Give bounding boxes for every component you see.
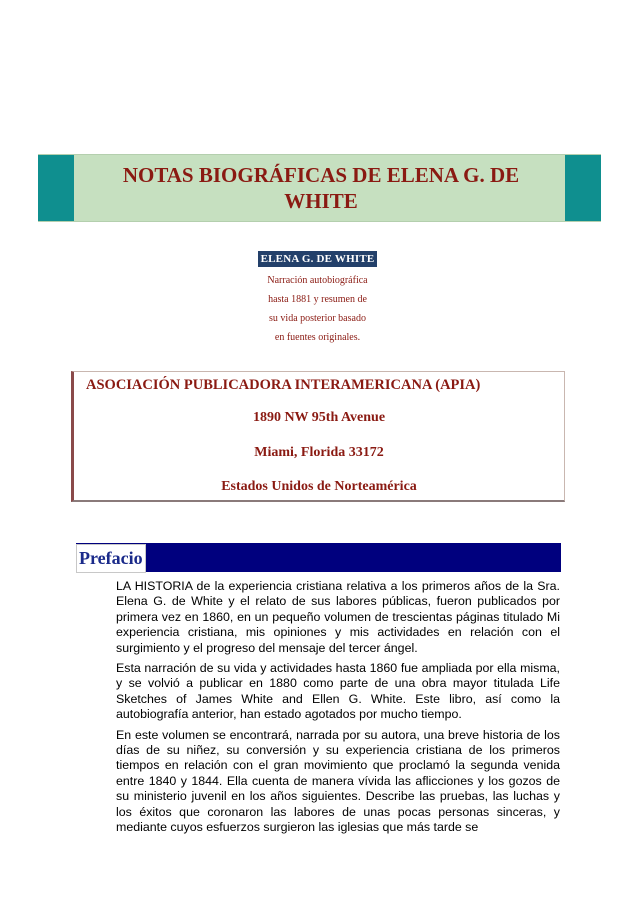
preface-paragraph: En este volumen se encontrará, narrada por su autora, una breve historia de los días de su niñez, su conversión y su experiencia cristiana de los primeros tiempos en relación con el gran movimiento que proclamó la segunda venida entre 1840 y 1844. Ella cuenta de manera vívida las aflicciones y los gozos de su ministerio juvenil en los años siguientes. Describe las pruebas, las luchas y los éxitos que coronaron las labores de unas pocas personas sinceras, y mediante cuyos esfuerzos surgieron las iglesias que más tarde se bbox=[116, 727, 560, 835]
preface-paragraph: LA HISTORIA de la experiencia cristiana relativa a los primeros años de la Sra. Elena G. de White y el relato de sus labores públicas, fueron publicados por primera vez en 1860, en un pequeño volumen de trescientas páginas titulado Mi experiencia cristiana, mis opiniones y mis actividades en relación con el surgimiento y el progreso del mensaje del tercer ángel. bbox=[116, 579, 560, 655]
subtitle-line: Narración autobiográfica bbox=[267, 275, 368, 286]
document-title bbox=[86, 162, 556, 214]
subtitle-line: su vida posterior basado bbox=[269, 313, 366, 324]
document-title-line-1: NOTAS BIOGRÁFICAS DE ELENA G. DE bbox=[122, 163, 520, 187]
author-block bbox=[210, 249, 425, 267]
document-title-line-2: WHITE bbox=[284, 189, 358, 213]
publisher-box bbox=[71, 371, 565, 502]
title-banner bbox=[38, 154, 601, 222]
preface-paragraph: Esta narración de su vida y actividades hasta 1860 fue ampliada por ella misma, y se volvió a publicar en 1880 como parte de una obra mayor titulada Life Sketches of James White and Ellen G. White. Este libro, así como la autobiografía anterior, han estado agotados por mucho tiempo. bbox=[116, 661, 560, 722]
subtitle-line: hasta 1881 y resumen de bbox=[268, 294, 367, 305]
publisher-name: ASOCIACIÓN PUBLICADORA INTERAMERICANA (APIA) bbox=[86, 377, 481, 393]
publisher-city: Miami, Florida 33172 bbox=[254, 445, 384, 460]
publisher-address: 1890 NW 95th Avenue bbox=[252, 410, 386, 425]
preface-heading-bar bbox=[76, 543, 561, 572]
subtitle-block bbox=[210, 271, 425, 347]
title-banner-left-block bbox=[38, 155, 74, 221]
publisher-country: Estados Unidos de Norteamérica bbox=[221, 479, 417, 494]
preface-heading: Prefacio bbox=[76, 544, 146, 573]
title-banner-right-block bbox=[565, 155, 601, 221]
author-name: ELENA G. DE WHITE bbox=[258, 251, 378, 267]
preface-body bbox=[116, 579, 560, 841]
subtitle-line: en fuentes originales. bbox=[274, 332, 361, 343]
